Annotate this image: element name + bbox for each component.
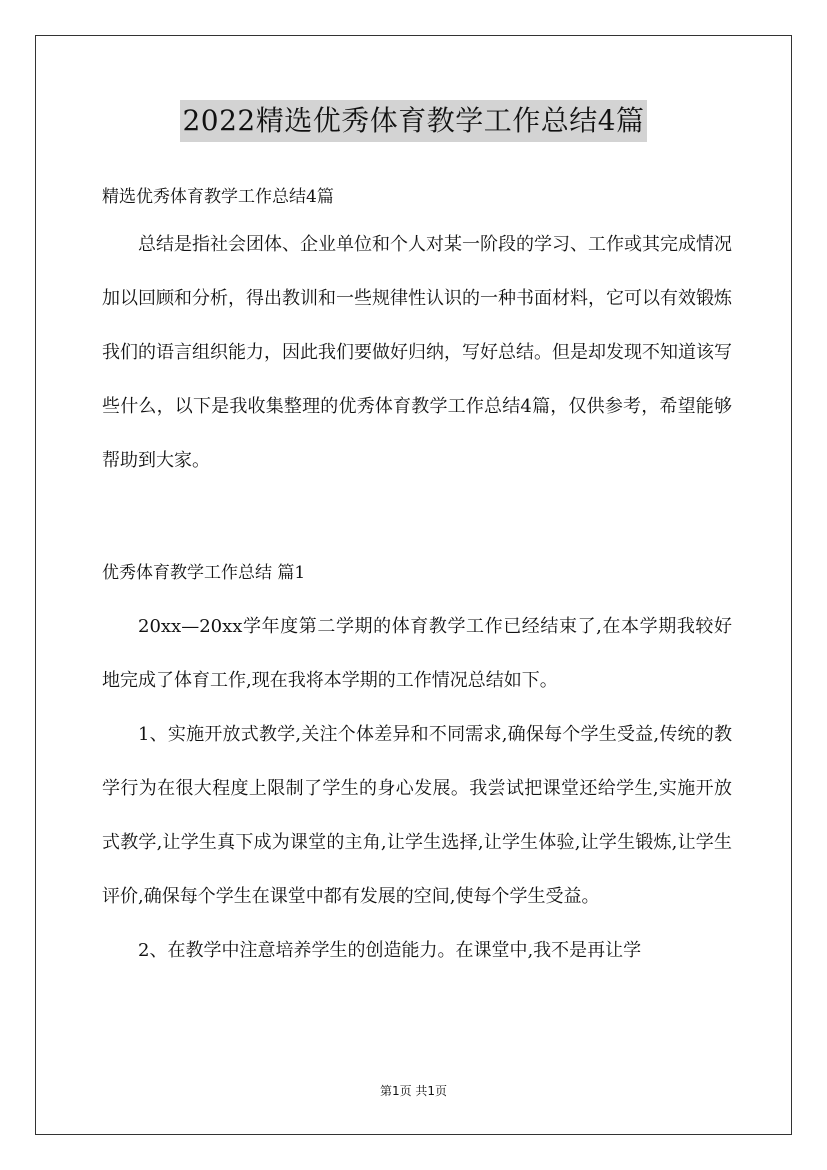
section-paragraph-2: 1、实施开放式教学,关注个体差异和不同需求,确保每个学生受益,传统的教学行为在很大程度上限制了学生的身心发展。我尝试把课堂还给学生,实施开放式教学,让学生真下成为课堂的主角,让学生选择,让学生体验,让学生锻炼,让学生评价,确保每个学生在课堂中都有发展的空间,使每个学生受益。 <box>102 724 732 907</box>
section-body <box>102 600 732 978</box>
intro-paragraph: 总结是指社会团体、企业单位和个人对某一阶段的学习、工作或其完成情况加以回顾和分析，得出教训和一些规律性认识的一种书面材料，它可以有效锻炼我们的语言组织能力，因此我们要做好归纳，写好总结。但是却发现不知道该写些什么，以下是我收集整理的优秀体育教学工作总结4篇，仅供参考，希望能够帮助到大家。 <box>102 234 732 471</box>
section-paragraph-3: 2、在教学中注意培养学生的创造能力。在课堂中,我不是再让学 <box>138 940 642 961</box>
page-footer: 第1页 共1页 <box>379 1084 448 1098</box>
subtitle: 精选优秀体育教学工作总结4篇 <box>102 187 334 207</box>
intro-section <box>102 218 732 488</box>
page-title: 2022精选优秀体育教学工作总结4篇 <box>180 100 646 142</box>
title-container <box>0 100 827 142</box>
section-paragraph-1: 20xx—20xx学年度第二学期的体育教学工作已经结束了,在本学期我较好地完成了体育工作,现在我将本学期的工作情况总结如下。 <box>102 616 732 691</box>
section-heading: 优秀体育教学工作总结 篇1 <box>102 563 306 583</box>
